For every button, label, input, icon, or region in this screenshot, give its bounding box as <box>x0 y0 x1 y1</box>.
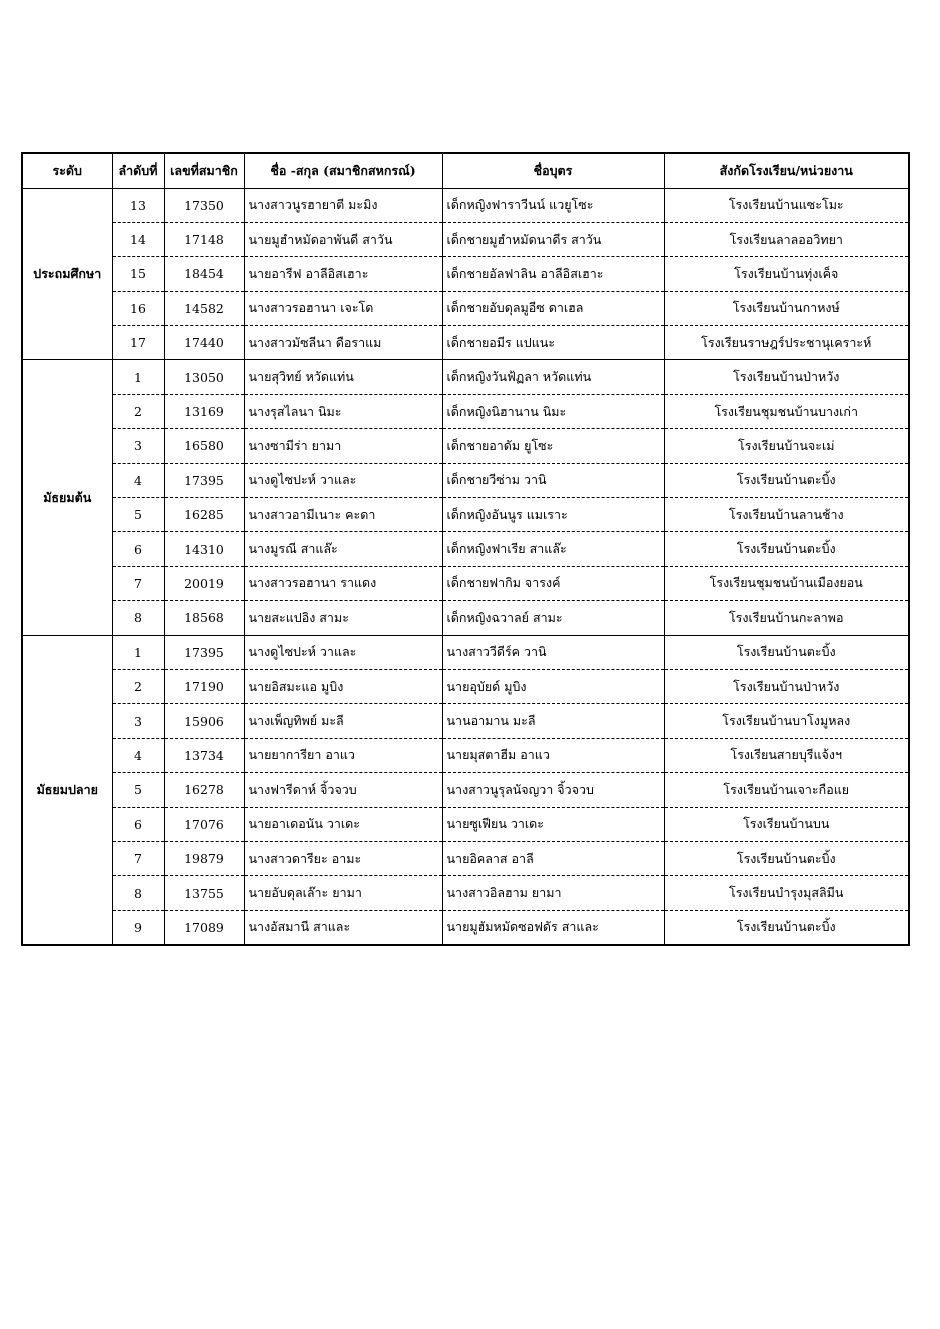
member-name-cell: นางสาวอามีเนาะ คะดา <box>244 498 442 532</box>
member-id-cell: 14310 <box>164 532 244 566</box>
child-name-cell: เด็กหญิงฟาราวีนน์ แวยูโซะ <box>442 188 664 222</box>
member-name-cell: นายสุวิทย์ หวัดแท่น <box>244 360 442 394</box>
school-cell: โรงเรียนชุมชนบ้านบางเก่า <box>664 394 909 428</box>
child-name-cell: นางสาววีดีร์ค วานิ <box>442 635 664 669</box>
order-cell: 9 <box>112 910 164 944</box>
member-name-cell: นางฟารีดาห์ จิ้วจวบ <box>244 773 442 807</box>
child-name-cell: เด็กหญิงฉวาลย์ สามะ <box>442 601 664 635</box>
school-cell: โรงเรียนราษฎร์ประชานุเคราะห์ <box>664 326 909 360</box>
member-id-cell: 13755 <box>164 876 244 910</box>
member-name-cell: นางสาวนูรฮายาตี มะมิง <box>244 188 442 222</box>
table-row <box>22 326 909 360</box>
table-row <box>22 807 909 841</box>
child-name-cell: เด็กชายฟากิม จารงค์ <box>442 566 664 600</box>
member-name-cell: นายยาการียา อาแว <box>244 738 442 772</box>
school-cell: โรงเรียนบ้านป่าหวัง <box>664 669 909 703</box>
school-cell: โรงเรียนบ้านเจาะกือแย <box>664 773 909 807</box>
order-cell: 15 <box>112 257 164 291</box>
school-cell: โรงเรียนบ้านลานช้าง <box>664 498 909 532</box>
school-cell: โรงเรียนบ้านกะลาพอ <box>664 601 909 635</box>
school-cell: โรงเรียนบ้านตะบิ้ง <box>664 635 909 669</box>
member-id-cell: 14582 <box>164 291 244 325</box>
member-name-cell: นายอิสมะแอ มูบิง <box>244 669 442 703</box>
child-name-cell: เด็กชายมูฮำหมัดนาดีร สาวัน <box>442 222 664 256</box>
order-cell: 7 <box>112 566 164 600</box>
level-cell: มัธยมต้น <box>22 360 112 635</box>
member-id-cell: 16580 <box>164 429 244 463</box>
table-row <box>22 635 909 669</box>
member-name-cell: นางมูรณี สาแล๊ะ <box>244 532 442 566</box>
member-id-cell: 17089 <box>164 910 244 944</box>
member-id-cell: 17395 <box>164 635 244 669</box>
child-name-cell: นายซูเฟียน วาเดะ <box>442 807 664 841</box>
member-name-cell: นางสาวรอฮานา ราแดง <box>244 566 442 600</box>
order-cell: 17 <box>112 326 164 360</box>
member-name-cell: นายอาเดอนัน วาเดะ <box>244 807 442 841</box>
header-child-name: ชื่อบุตร <box>442 153 664 188</box>
header-order: ลำดับที่ <box>112 153 164 188</box>
table-row <box>22 291 909 325</box>
school-cell: โรงเรียนลาลออวิทยา <box>664 222 909 256</box>
school-cell: โรงเรียนบ้านตะบิ้ง <box>664 463 909 497</box>
table-row <box>22 601 909 635</box>
table-body <box>22 188 909 945</box>
header-member-name: ชื่อ -สกุล (สมาชิกสหกรณ์) <box>244 153 442 188</box>
header-level: ระดับ <box>22 153 112 188</box>
child-name-cell: นางสาวอิลฮาม ยามา <box>442 876 664 910</box>
member-name-cell: นางสาวรอฮานา เจะโด <box>244 291 442 325</box>
school-cell: โรงเรียนบ้านบาโงมูหลง <box>664 704 909 738</box>
table-row <box>22 841 909 875</box>
child-name-cell: เด็กหญิงนิฮานาน นิมะ <box>442 394 664 428</box>
order-cell: 7 <box>112 841 164 875</box>
table-row <box>22 463 909 497</box>
order-cell: 16 <box>112 291 164 325</box>
table-row <box>22 360 909 394</box>
school-cell: โรงเรียนบ้านกาหงษ์ <box>664 291 909 325</box>
child-name-cell: นายอิคลาส อาลี <box>442 841 664 875</box>
member-id-cell: 20019 <box>164 566 244 600</box>
member-id-cell: 19879 <box>164 841 244 875</box>
child-name-cell: เด็กชายอัลฟาลิน อาลีอิสเฮาะ <box>442 257 664 291</box>
child-name-cell: เด็กชายอมีร แปแนะ <box>442 326 664 360</box>
order-cell: 4 <box>112 738 164 772</box>
order-cell: 3 <box>112 429 164 463</box>
child-name-cell: เด็กหญิงฟาเรีย สาแล๊ะ <box>442 532 664 566</box>
child-name-cell: นางสาวนูรุลนัจญวา จิ้วจวบ <box>442 773 664 807</box>
table-row <box>22 532 909 566</box>
header-member-id: เลขที่สมาชิก <box>164 153 244 188</box>
child-name-cell: นายมูฮัมหมัดซอฟดัร สาและ <box>442 910 664 944</box>
table-row <box>22 566 909 600</box>
school-cell: โรงเรียนบ้านตะบิ้ง <box>664 910 909 944</box>
level-cell: ประถมศึกษา <box>22 188 112 360</box>
order-cell: 6 <box>112 532 164 566</box>
member-name-cell: นางเพ็ญทิพย์ มะลี <box>244 704 442 738</box>
order-cell: 13 <box>112 188 164 222</box>
member-id-cell: 18568 <box>164 601 244 635</box>
table-header-row <box>22 153 909 188</box>
member-id-cell: 16278 <box>164 773 244 807</box>
order-cell: 2 <box>112 669 164 703</box>
table-row <box>22 738 909 772</box>
member-name-cell: นายมูฮำหมัดอาพันดี สาวัน <box>244 222 442 256</box>
member-id-cell: 17440 <box>164 326 244 360</box>
table-row <box>22 188 909 222</box>
order-cell: 4 <box>112 463 164 497</box>
school-cell: โรงเรียนบ้านตะบิ้ง <box>664 841 909 875</box>
member-id-cell: 13169 <box>164 394 244 428</box>
table-row <box>22 669 909 703</box>
member-id-cell: 17148 <box>164 222 244 256</box>
member-id-cell: 17395 <box>164 463 244 497</box>
table-row <box>22 876 909 910</box>
table-row <box>22 910 909 944</box>
member-id-cell: 17350 <box>164 188 244 222</box>
child-name-cell: นานอามาน มะลี <box>442 704 664 738</box>
member-name-cell: นางซามีร่า ยามา <box>244 429 442 463</box>
table-row <box>22 394 909 428</box>
child-name-cell: เด็กชายอาดัม ยูโซะ <box>442 429 664 463</box>
child-name-cell: เด็กหญิงวันฟ้ฏลา หวัดแท่น <box>442 360 664 394</box>
school-cell: โรงเรียนบ้านตะบิ้ง <box>664 532 909 566</box>
school-cell: โรงเรียนสายบุรีแจ้งฯ <box>664 738 909 772</box>
order-cell: 14 <box>112 222 164 256</box>
table-row <box>22 498 909 532</box>
member-children-table <box>21 152 910 946</box>
child-name-cell: เด็กหญิงอันนูร แมเราะ <box>442 498 664 532</box>
child-name-cell: นายอุบัยด์ มูบิง <box>442 669 664 703</box>
order-cell: 6 <box>112 807 164 841</box>
order-cell: 1 <box>112 360 164 394</box>
school-cell: โรงเรียนบ้านทุ่งเค็จ <box>664 257 909 291</box>
table-row <box>22 704 909 738</box>
school-cell: โรงเรียนบำรุงมุสลิมีน <box>664 876 909 910</box>
member-name-cell: นายอับดุลเล๊าะ ยามา <box>244 876 442 910</box>
member-id-cell: 13734 <box>164 738 244 772</box>
member-id-cell: 16285 <box>164 498 244 532</box>
member-children-table-sheet <box>21 152 908 946</box>
member-name-cell: นางดูไซปะห์ วาและ <box>244 463 442 497</box>
school-cell: โรงเรียนบ้านป่าหวัง <box>664 360 909 394</box>
school-cell: โรงเรียนบ้านแซะโมะ <box>664 188 909 222</box>
school-cell: โรงเรียนบ้านจะเม่ <box>664 429 909 463</box>
member-id-cell: 18454 <box>164 257 244 291</box>
member-id-cell: 13050 <box>164 360 244 394</box>
member-name-cell: นางดูไซปะห์ วาและ <box>244 635 442 669</box>
order-cell: 5 <box>112 498 164 532</box>
child-name-cell: เด็กชายวีซ่าม วานิ <box>442 463 664 497</box>
school-cell: โรงเรียนบ้านบน <box>664 807 909 841</box>
header-school: สังกัดโรงเรียน/หน่วยงาน <box>664 153 909 188</box>
order-cell: 2 <box>112 394 164 428</box>
order-cell: 8 <box>112 601 164 635</box>
member-name-cell: นางอัสมานี สาและ <box>244 910 442 944</box>
child-name-cell: เด็กชายอับดุลมูอีซ ดาเฮล <box>442 291 664 325</box>
order-cell: 5 <box>112 773 164 807</box>
order-cell: 3 <box>112 704 164 738</box>
member-name-cell: นายอารีฟ อาลีอิสเฮาะ <box>244 257 442 291</box>
order-cell: 8 <box>112 876 164 910</box>
member-id-cell: 15906 <box>164 704 244 738</box>
member-name-cell: นายสะแปอิง สามะ <box>244 601 442 635</box>
member-id-cell: 17190 <box>164 669 244 703</box>
table-row <box>22 429 909 463</box>
table-row <box>22 773 909 807</box>
member-name-cell: นางสาวดารียะ อามะ <box>244 841 442 875</box>
child-name-cell: นายมุสตาฮีม อาแว <box>442 738 664 772</box>
member-name-cell: นางรุสไลนา นิมะ <box>244 394 442 428</box>
member-id-cell: 17076 <box>164 807 244 841</box>
table-row <box>22 222 909 256</box>
order-cell: 1 <box>112 635 164 669</box>
level-cell: มัธยมปลาย <box>22 635 112 945</box>
table-row <box>22 257 909 291</box>
school-cell: โรงเรียนชุมชนบ้านเมืองยอน <box>664 566 909 600</box>
member-name-cell: นางสาวมัซลีนา ดือราแม <box>244 326 442 360</box>
